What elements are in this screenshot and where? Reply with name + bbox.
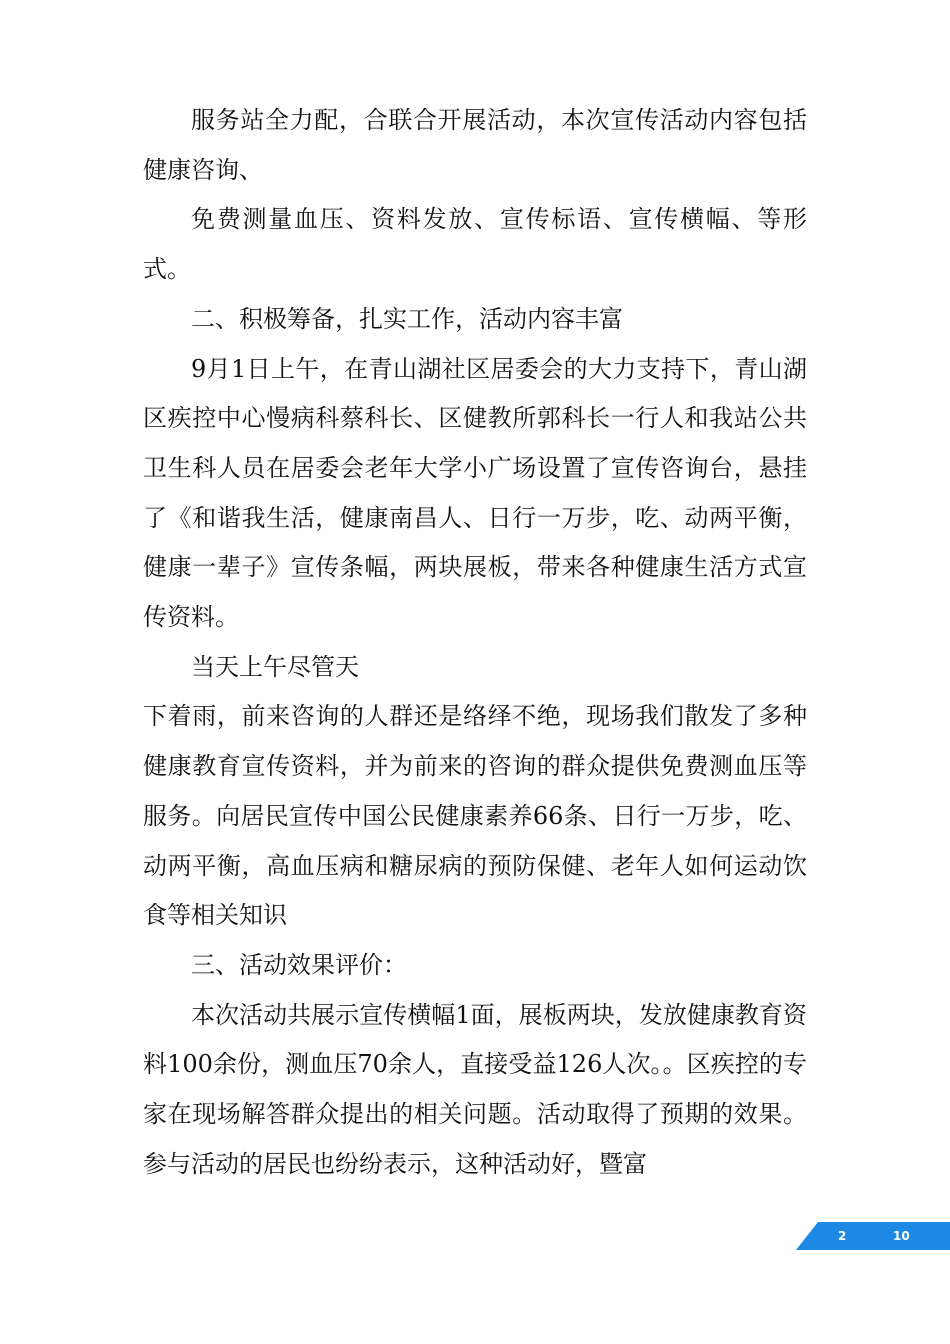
paragraph-3: 9月1日上午，在青山湖社区居委会的大力支持下，青山湖区疾控中心慢病科蔡科长、区健教所郭科长一行人和我站公共卫生科人员在居委会老年大学小广场设置了宣传咨询台，悬挂了《和谐我生活，健康南昌人、日行一万步，吃、动两平衡，健康一辈子》宣传条幅，两块展板，带来各种健康生活方式宣传资料。 [143, 354, 807, 632]
paragraph-2: 免费测量血压、资料发放、宣传标语、宣传横幅、等形式。 [143, 205, 807, 284]
paragraph-4: 当天上午尽管天 [191, 652, 359, 681]
document-body [143, 96, 807, 1189]
section-heading-2: 二、积极筹备，扎实工作，活动内容丰富 [191, 304, 623, 333]
section-heading-3: 三、活动效果评价： [191, 950, 407, 979]
current-page-number: 2 [838, 1229, 847, 1243]
paragraph-6: 本次活动共展示宣传横幅1面，展板两块，发放健康教育资料100余份，测血压70余人，直接受益126人次。。区疾控的专家在现场解答群众提出的相关问题。活动取得了预期的效果。参与活动的居民也纷纷表示，这种活动好，暨富 [143, 1000, 807, 1178]
page-footer-bar [796, 1222, 950, 1250]
paragraph-5: 下着雨，前来咨询的人群还是络绎不绝，现场我们散发了多种健康教育宣传资料，并为前来的咨询的群众提供免费测血压等服务。向居民宣传中国公民健康素养66条、日行一万步，吃、动两平衡，高血压病和糖尿病的预防保健、老年人如何运动饮食等相关知识 [143, 702, 807, 930]
total-page-count: 10 [893, 1229, 910, 1243]
paragraph-1: 服务站全力配，合联合开展活动，本次宣传活动内容包括健康咨询、 [143, 106, 807, 184]
